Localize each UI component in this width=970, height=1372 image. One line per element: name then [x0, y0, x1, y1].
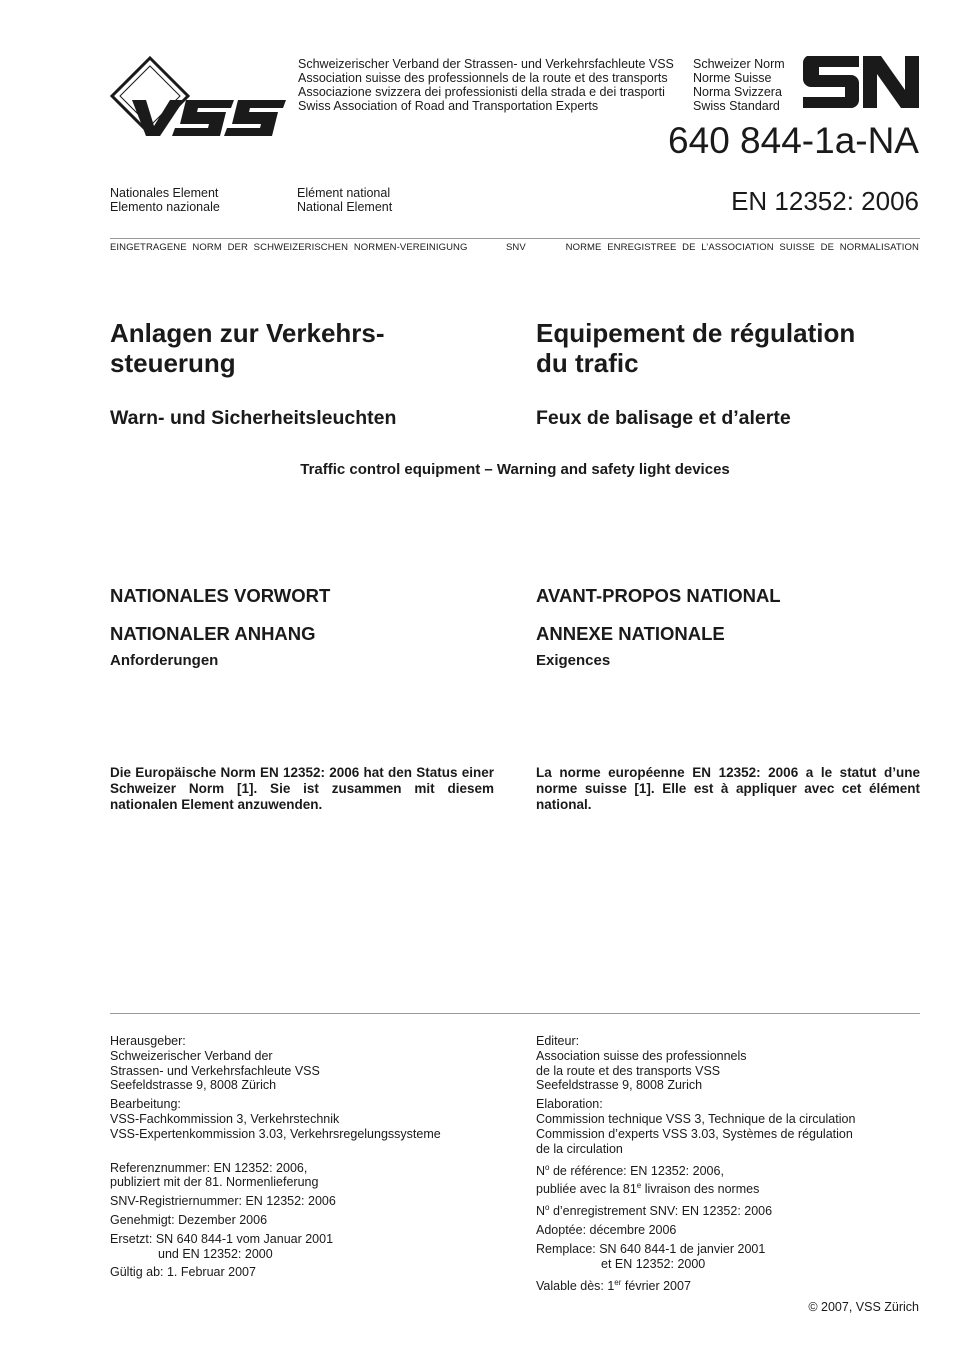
sn-logo [803, 56, 919, 108]
registration-fr-sup: o [545, 1203, 550, 1213]
foreword-de: NATIONALES VORWORT [110, 585, 331, 606]
element-fr: Elément national [297, 186, 391, 200]
valid-fr-sup: er [614, 1277, 622, 1287]
registered-de: EINGETRAGENE NORM DER SCHWEIZERISCHEN NORMEN-VEREINIGUNG [110, 242, 468, 253]
org-name-fr: Association suisse des professionnels de la route et des transports [298, 71, 668, 85]
norm-name-it: Norma Svizzera [693, 85, 782, 99]
norm-names [693, 57, 785, 113]
title-de-line-1: Anlagen zur Verkehrs- [110, 318, 385, 348]
footer-divider [110, 1013, 920, 1014]
approved-fr: Adoptée: décembre 2006 [536, 1223, 677, 1238]
standard-number: 640 844-1a-NA [668, 120, 919, 161]
element-label-left [110, 186, 220, 214]
copyright: © 2007, VSS Zürich [808, 1300, 919, 1314]
requirements-de: Anforderungen [110, 652, 219, 669]
reference-fr-a: N [536, 1164, 546, 1179]
registration-de: SNV-Registriernummer: EN 12352: 2006 [110, 1194, 336, 1209]
reference-fr [536, 1161, 920, 1179]
reference-de: Referenznummer: EN 12352: 2006, publiziert mit der 81. Normenlieferung [110, 1160, 319, 1190]
footer-fr [536, 1034, 920, 1294]
header-divider [110, 238, 920, 239]
annex-de: NATIONALER ANHANG [110, 623, 316, 644]
reference-fr-b: de référence: EN 12352: 2006, [549, 1164, 724, 1179]
org-name-it: Associazione svizzera dei professionisti della strada e dei trasporti [298, 85, 665, 99]
title-fr-line-1: Equipement de régulation [536, 318, 856, 348]
reference-fr-2 [536, 1179, 920, 1197]
subtitle-fr: Feux de balisage et d’alerte [536, 407, 791, 429]
replaces-fr: Remplace: SN 640 844-1 de janvier 2001 [536, 1242, 766, 1257]
foreword-fr: AVANT-PROPOS NATIONAL [536, 585, 781, 606]
publisher-fr: Editeur: Association suisse des professionnels de la route et des transports VSS Seefeldstrasse 9, 8008 Zurich [536, 1034, 747, 1093]
annex-fr: ANNEXE NATIONALE [536, 623, 725, 644]
editing-fr: Elaboration: Commission technique VSS 3, Technique de la circulation Commission d’experts VSS 3.03, Systèmes de régulation de la circulation [536, 1097, 856, 1156]
element-label-right [297, 186, 392, 214]
en-number: EN 12352: 2006 [731, 186, 919, 216]
title-en: Traffic control equipment – Warning and safety light devices [300, 461, 730, 478]
valid-fr [536, 1276, 920, 1294]
registration-fr [536, 1201, 920, 1219]
publisher-de: Herausgeber: Schweizerischer Verband der Strassen- und Verkehrsfachleute VSS Seefeldstrasse 9, 8008 Zürich [110, 1034, 320, 1093]
element-de: Nationales Element [110, 186, 219, 200]
reference-fr-2b: livraison des normes [641, 1182, 760, 1197]
norm-name-fr: Norme Suisse [693, 71, 772, 85]
reference-fr-sup: o [545, 1163, 550, 1173]
reference-fr-2sup: e [636, 1181, 642, 1191]
vss-logo-icon [110, 56, 290, 140]
title-fr [536, 318, 855, 378]
status-text-fr: La norme européenne EN 12352: 2006 a le statut d’une norme suisse [1]. Elle est à appliquer avec cet élément national. [536, 765, 920, 812]
norm-name-en: Swiss Standard [693, 99, 780, 113]
footer-de [110, 1034, 520, 1280]
valid-de: Gültig ab: 1. Februar 2007 [110, 1265, 256, 1280]
title-fr-line-2: du trafic [536, 348, 639, 378]
title-de-line-2: steuerung [110, 348, 236, 378]
approved-de: Genehmigt: Dezember 2006 [110, 1212, 268, 1227]
element-it: Elemento nazionale [110, 200, 220, 214]
replaces-de: Ersetzt: SN 640 844-1 vom Januar 2001 [110, 1231, 334, 1246]
requirements-fr: Exigences [536, 652, 611, 669]
registration-fr-b: d’enregistrement SNV: EN 12352: 2006 [549, 1204, 773, 1219]
snv-label: SNV [506, 242, 526, 253]
editing-de: Bearbeitung: VSS-Fachkommission 3, Verkehrstechnik VSS-Expertenkommission 3.03, Verkehrsregelungssysteme [110, 1097, 441, 1141]
valid-fr-a: Valable dès: 1 [536, 1278, 615, 1293]
element-en: National Element [297, 200, 393, 214]
replaces-de-2: und EN 12352: 2000 [158, 1246, 273, 1261]
org-names [298, 57, 674, 113]
subtitle-de: Warn- und Sicherheitsleuchten [110, 407, 397, 429]
registered-fr: NORME ENREGISTREE DE L’ASSOCIATION SUISSE DE NORMALISATION [565, 242, 919, 253]
registration-fr-a: N [536, 1204, 546, 1219]
org-name-en: Swiss Association of Road and Transportation Experts [298, 99, 599, 113]
vss-logo [110, 56, 290, 140]
title-de [110, 318, 385, 378]
status-text-de: Die Europäische Norm EN 12352: 2006 hat den Status einer Schweizer Norm [1]. Sie ist zusammen mit diesem nationalen Element anzuwenden. [110, 765, 494, 812]
norm-name-de: Schweizer Norm [693, 57, 785, 71]
org-name-de: Schweizerischer Verband der Strassen- und Verkehrsfachleute VSS [298, 57, 674, 71]
reference-fr-2a: publiée avec la 81 [536, 1182, 637, 1197]
valid-fr-b: février 2007 [621, 1278, 691, 1293]
sn-logo-icon [803, 56, 919, 108]
replaces-fr-2: et EN 12352: 2000 [601, 1256, 706, 1271]
